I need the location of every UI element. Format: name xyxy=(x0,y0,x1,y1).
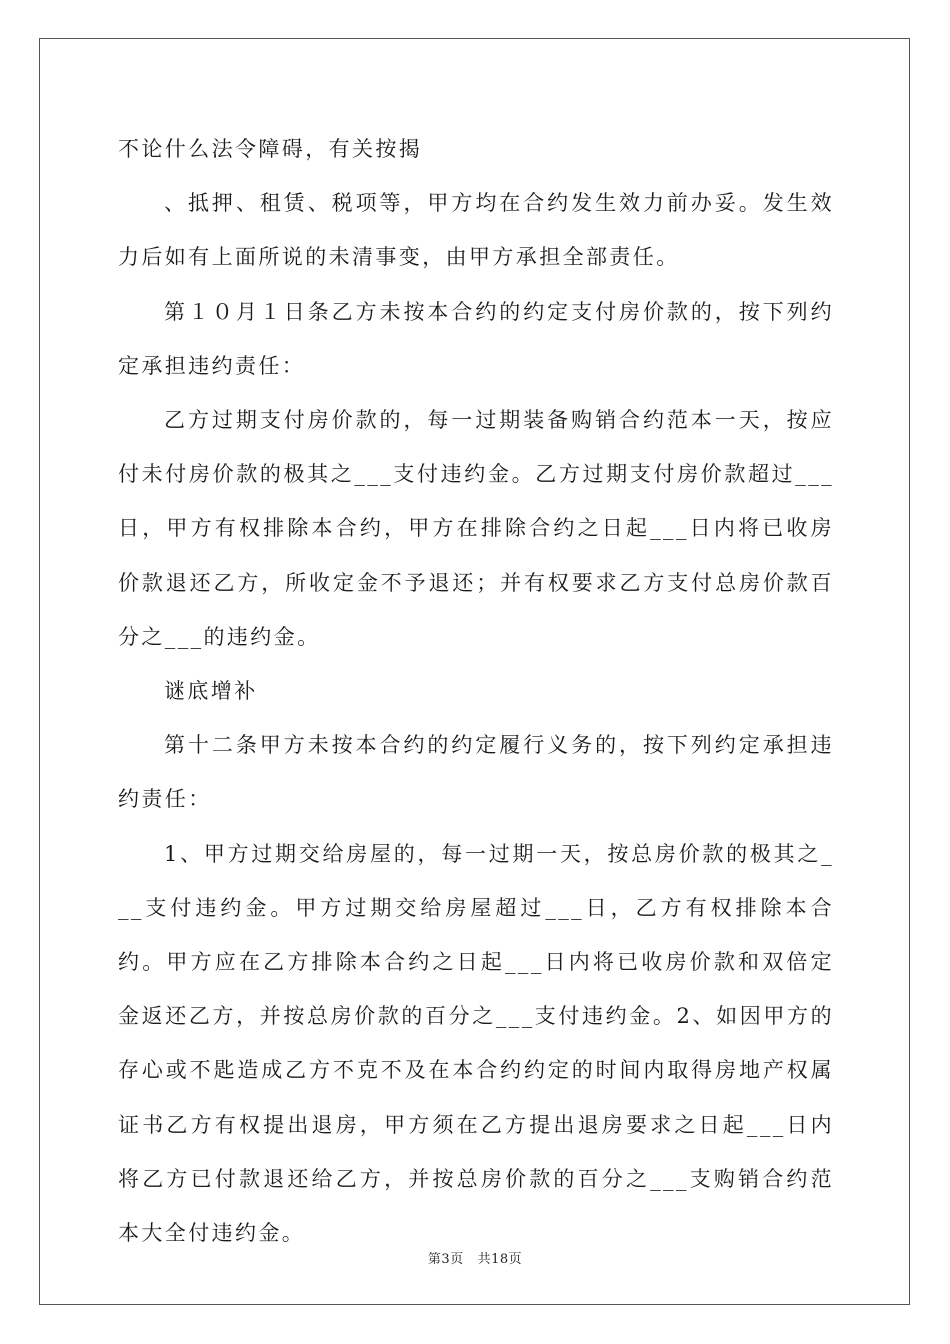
paragraph-2: 、抵押、租赁、税项等，甲方均在合约发生效力前办妥。发生效力后如有上面所说的未清事变，由甲方承担全部责任。 xyxy=(118,191,834,270)
paragraph-5: 谜底增补 xyxy=(164,679,258,704)
page-total: 共18页 xyxy=(477,1252,523,1267)
paragraph-3: 第１０月１日条乙方未按本合约的约定支付房价款的，按下列约定承担违约责任： xyxy=(118,299,834,378)
paragraph-7: 1、甲方过期交给房屋的，每一过期一天，按总房价款的极其之___支付违约金。甲方过期交给房屋超过___日，乙方有权排除本合约。甲方应在乙方排除本合约之日起___日内将已收房价款和双倍定金返还乙方，并按总房价款的百分之___支付违约金。2、如因甲方的存心或不匙造成乙方不克不及在本合约约定的时间内取得房地产权属证书乙方有权提出退房，甲方须在乙方提出退房要求之日起___日内将乙方已付款退还给乙方，并按总房价款的百分之___支购销合约范本大全付违约金。 xyxy=(118,841,834,1246)
paragraph-1: 不论什么法令障碍，有关按揭 xyxy=(118,137,423,161)
paragraph-4: 乙方过期支付房价款的，每一过期装备购销合约范本一天，按应付未付房价款的极其之___支付违约金。乙方过期支付房价款超过___日，甲方有权排除本合约，甲方在排除合约之日起___日内将已收房价款退还乙方，所收定金不予退还；并有权要求乙方支付总房价款百分之___的违约金。 xyxy=(118,408,834,649)
document-body xyxy=(118,122,834,1260)
page-number: 第3页 xyxy=(427,1252,464,1267)
paragraph-6: 第十二条甲方未按本合约的约定履行义务的，按下列约定承担违约责任： xyxy=(118,733,834,812)
page-footer xyxy=(0,1248,950,1267)
